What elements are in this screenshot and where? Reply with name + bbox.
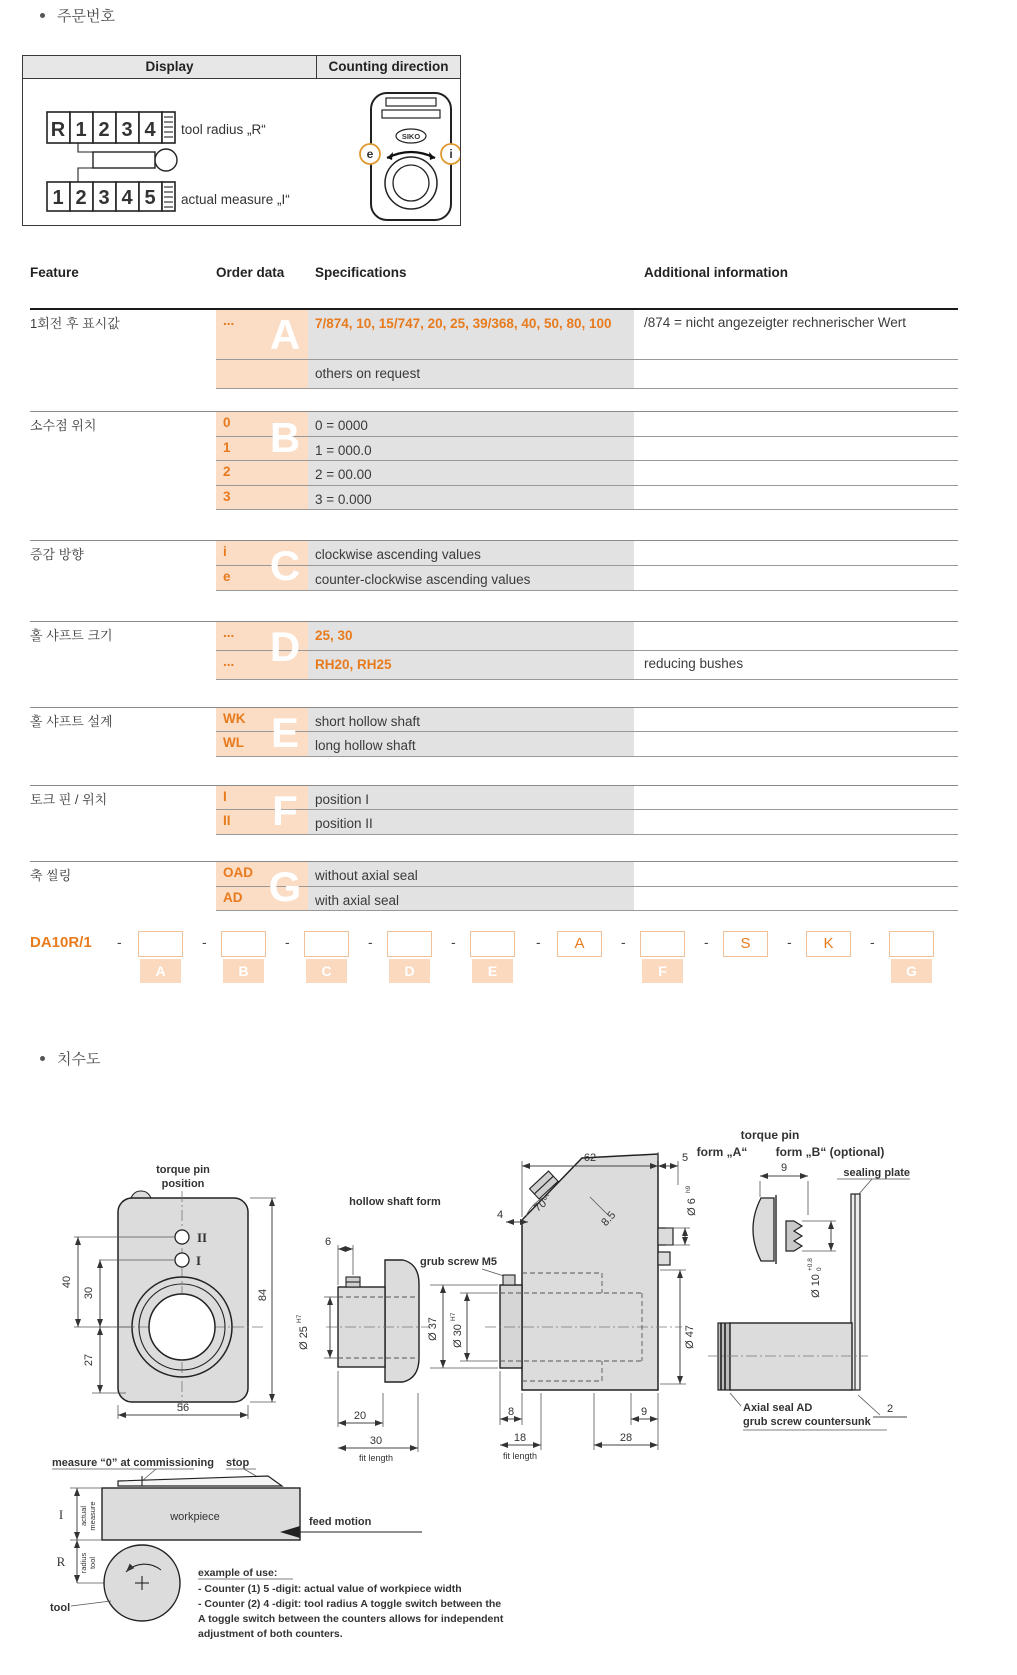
dim-dia30-tol: H7 — [450, 1312, 457, 1321]
dim-dia10-tol-lower: 0 — [816, 1267, 823, 1271]
figure-graphic — [23, 79, 460, 226]
spec-cell: 0 = 0000 — [308, 412, 634, 437]
order-box-fixed-a: A — [557, 931, 602, 957]
table-row — [30, 541, 958, 566]
example-of-use-label: example of use: — [198, 1567, 278, 1579]
order-code-cell: 2 — [216, 461, 308, 486]
dim-dia47: Ø 47 — [684, 1325, 696, 1349]
order-code-cell: ... — [216, 310, 308, 360]
dim-dia10: Ø 10 — [810, 1274, 822, 1298]
info-cell — [639, 566, 958, 591]
stop-bar-icon — [118, 1476, 282, 1486]
feature-cell: 토크 핀 / 위치 — [30, 791, 108, 807]
torque-pin-detail — [697, 1128, 910, 1430]
section-e — [30, 707, 958, 757]
table-row — [30, 310, 958, 360]
order-code-cell: II — [216, 810, 308, 835]
torque-pin-side-icon — [658, 1228, 673, 1245]
table-row — [30, 566, 958, 591]
dim-9: 9 — [640, 1406, 648, 1418]
usage-schematic — [50, 1457, 504, 1640]
display-counting-figure — [22, 55, 461, 226]
dim-20: 20 — [353, 1410, 367, 1422]
dim-5: 5 — [681, 1152, 689, 1164]
order-box-f — [640, 931, 685, 957]
dim-8: 8 — [507, 1406, 515, 1418]
order-box-fixed-s: S — [723, 931, 768, 957]
order-box-fixed-k: K — [806, 931, 851, 957]
axial-seal-ad-label: Axial seal AD — [743, 1402, 813, 1414]
info-cell: reducing bushes — [644, 655, 744, 671]
dim-dia25-tol: H7 — [296, 1314, 303, 1323]
order-code-cell: ... — [216, 651, 308, 680]
dash: - — [787, 934, 792, 950]
dash: - — [117, 934, 122, 950]
order-code-cell: 1 — [216, 437, 308, 462]
example-line-3: A toggle switch between the counters allows for independent — [198, 1613, 504, 1625]
feature-cell: 증감 방향 — [30, 547, 84, 563]
section-d — [30, 621, 958, 680]
stop-label: stop — [226, 1457, 250, 1469]
dash: - — [536, 934, 541, 950]
info-cell — [639, 810, 958, 835]
order-code-cell: I — [216, 786, 308, 811]
info-cell — [639, 360, 958, 389]
dim-84: 84 — [257, 1288, 269, 1302]
dim-62: 62 — [583, 1152, 597, 1164]
digit: 1 — [75, 119, 87, 141]
table-row — [30, 708, 958, 733]
example-line-4: adjustment of both counters. — [198, 1628, 343, 1640]
tool-label: tool — [50, 1602, 71, 1614]
dash: - — [870, 934, 875, 950]
table-row — [30, 887, 958, 912]
spec-cell: 2 = 00.00 — [308, 461, 634, 486]
feature-cell: 1회전 후 표시값 — [30, 316, 120, 331]
tool-radius-label: tool radius „R“ — [181, 122, 266, 137]
counter-row-2 — [47, 182, 290, 211]
dash: - — [285, 934, 290, 950]
spec-cell: 7/874, 10, 15/747, 20, 25, 39/368, 40, 50, 80, 100 — [308, 310, 634, 360]
example-line-2: - Counter (2) 4 -digit: tool radius A toggle switch between the — [198, 1598, 502, 1610]
radius-r-label: R — [56, 1554, 66, 1569]
dim-dia6-tol: h9 — [685, 1185, 692, 1193]
info-cell — [639, 412, 958, 437]
dash: - — [704, 934, 709, 950]
order-box-b — [221, 931, 266, 957]
form-b-pin-icon — [786, 1221, 802, 1251]
info-cell — [639, 862, 958, 887]
info-cell — [639, 708, 958, 733]
toggle-switch-icon — [78, 143, 177, 182]
order-tab-a: A — [140, 959, 181, 983]
section-letter-a: A — [269, 311, 301, 358]
info-cell: /874 = nicht angezeigter rechnerischer Wert — [644, 315, 907, 330]
dim-2: 2 — [886, 1403, 894, 1415]
info-cell — [639, 786, 958, 811]
spec-cell: 1 = 000.0 — [308, 437, 634, 462]
position-i-label: I — [196, 1253, 202, 1268]
dim-dia30: Ø 30 — [452, 1324, 464, 1348]
order-code-cell: e — [216, 566, 308, 591]
dim-18: 18 — [513, 1432, 527, 1444]
table-row — [30, 486, 958, 511]
spec-cell: position II — [308, 810, 634, 835]
order-tab-f: F — [642, 959, 683, 983]
torque-pin-position-label: torque pin — [156, 1164, 210, 1176]
dimension-drawing — [30, 1055, 990, 1675]
spec-cell: 3 = 0.000 — [308, 486, 634, 511]
order-code-cell: 0 — [216, 412, 308, 437]
section-c — [30, 540, 958, 590]
dim-dia10-tol-upper: +0.8 — [807, 1258, 814, 1271]
form-b-label: form „B“ (optional) — [775, 1145, 885, 1159]
section-letter-f: F — [272, 786, 298, 834]
spec-cell: long hollow shaft — [308, 732, 634, 757]
info-cell — [639, 461, 958, 486]
order-code-cell: WK — [216, 708, 308, 733]
order-code-cell: WL — [216, 732, 308, 757]
spec-cell: without axial seal — [308, 862, 634, 887]
axial-seal-icon — [718, 1323, 730, 1390]
digit: 2 — [98, 119, 110, 141]
dim-dia6: Ø 6 — [686, 1198, 698, 1216]
section-letter-b: B — [269, 414, 301, 461]
torque-pin-hole-i — [175, 1253, 189, 1267]
table-row — [30, 786, 958, 811]
table-row — [30, 461, 958, 486]
front-view — [61, 1164, 276, 1419]
tool-small-label: tool — [88, 1556, 97, 1570]
dimension-drawing-heading: 치수도 — [57, 1051, 101, 1068]
hollow-shaft-view — [296, 1196, 507, 1463]
section-letter-c: C — [269, 542, 301, 590]
order-data-table — [30, 265, 958, 911]
header-additional-info: Additional information — [644, 265, 788, 280]
digit: R — [50, 119, 66, 141]
table-row — [30, 732, 958, 757]
section-letter-d: D — [269, 622, 301, 670]
actual-measure-label: actual measure „I“ — [181, 192, 290, 207]
table-row — [30, 810, 958, 835]
grub-screw-countersunk-label: grub screw countersunk — [743, 1416, 871, 1428]
torque-pin-hole-ii — [175, 1230, 189, 1244]
dim-6: 6 — [324, 1236, 332, 1248]
order-box-e — [470, 931, 515, 957]
info-cell — [639, 486, 958, 511]
order-tab-b: B — [223, 959, 264, 983]
digit: 4 — [121, 187, 133, 209]
actual-measure-i-label: I — [58, 1507, 64, 1522]
fit-length-label: fit length — [358, 1453, 394, 1463]
feature-cell: 홀 샤프트 크기 — [30, 627, 113, 643]
order-tab-g: G — [891, 959, 932, 983]
digit: 3 — [121, 119, 133, 141]
order-tab-d: D — [389, 959, 430, 983]
order-box-d — [387, 931, 432, 957]
table-row — [30, 412, 958, 437]
section-letter-e: E — [270, 708, 299, 756]
section-g — [30, 861, 958, 911]
spec-cell: with axial seal — [308, 887, 634, 912]
dim-30-fit: 30 — [369, 1435, 383, 1447]
measure-label: measure — [88, 1501, 97, 1531]
counting-direction-header: Counting direction — [328, 59, 449, 74]
dash: - — [621, 934, 626, 950]
order-code-cell: AD — [216, 887, 308, 912]
header-feature: Feature — [30, 265, 79, 280]
spec-cell: 25, 30 — [308, 622, 634, 651]
table-row — [30, 360, 958, 389]
order-code-builder — [0, 931, 1017, 987]
digit: 2 — [75, 187, 87, 209]
table-row — [30, 437, 958, 462]
hollow-shaft-form-label: hollow shaft form — [349, 1196, 441, 1208]
radius-label: radius — [79, 1552, 88, 1574]
torque-pin-position-label2: position — [161, 1178, 205, 1190]
spec-cell: clockwise ascending values — [308, 541, 634, 566]
info-cell — [639, 541, 958, 566]
order-number-bullet — [40, 5, 115, 26]
dim-28: 28 — [619, 1432, 633, 1444]
example-line-1: - Counter (1) 5 -digit: actual value of workpiece width — [198, 1583, 462, 1595]
table-row — [30, 862, 958, 887]
table-row — [30, 622, 958, 651]
dash: - — [202, 934, 207, 950]
side-view — [427, 1152, 698, 1461]
info-cell — [639, 732, 958, 757]
order-code-prefix: DA10R/1 — [30, 934, 92, 951]
position-ii-label: II — [197, 1230, 208, 1245]
dim-8-5: 8.5 — [599, 1209, 619, 1229]
spec-cell: short hollow shaft — [308, 708, 634, 733]
grub-screw-m5-label: grub screw M5 — [420, 1256, 498, 1268]
digit: 3 — [98, 187, 110, 209]
form-a-label: form „A“ — [696, 1145, 748, 1159]
order-box-a — [138, 931, 183, 957]
torque-pin-title: torque pin — [740, 1128, 800, 1142]
cw-label: i — [449, 147, 453, 161]
device-counting-direction — [360, 93, 460, 220]
counter-row-1 — [47, 112, 266, 143]
section-a — [30, 310, 958, 389]
dim-30: 30 — [83, 1286, 95, 1300]
dim-27: 27 — [83, 1353, 95, 1367]
ccw-label: e — [366, 147, 374, 161]
spec-cell: RH20, RH25 — [308, 651, 634, 680]
info-cell — [639, 437, 958, 462]
order-code-cell: OAD — [216, 862, 308, 887]
table-row — [30, 651, 958, 680]
digit: 1 — [52, 187, 64, 209]
section-letter-g: G — [268, 862, 302, 910]
dim-dia25: Ø 25 — [298, 1326, 310, 1350]
section-f — [30, 785, 958, 835]
header-specifications: Specifications — [315, 265, 407, 280]
order-code-cell — [216, 360, 308, 389]
order-tab-c: C — [306, 959, 347, 983]
form-a-pin-icon — [753, 1198, 774, 1261]
order-number-heading: 주문번호 — [57, 8, 115, 25]
measure-0-label: measure “0” at commissioning — [52, 1457, 214, 1469]
dash: - — [451, 934, 456, 950]
dash: - — [368, 934, 373, 950]
actual-label: actual — [79, 1505, 88, 1527]
spec-cell: others on request — [308, 360, 634, 389]
info-cell — [639, 887, 958, 912]
order-box-g — [889, 931, 934, 957]
display-header: Display — [23, 56, 317, 78]
figure-header — [23, 56, 460, 79]
spec-cell: counter-clockwise ascending values — [308, 566, 634, 591]
dim-56: 56 — [176, 1402, 190, 1414]
grub-screw-icon — [503, 1275, 515, 1285]
order-code-cell: ... — [216, 622, 308, 651]
dim-4: 4 — [496, 1209, 504, 1221]
torque-pin-side-icon2 — [658, 1252, 670, 1265]
angle-70: 70° — [531, 1194, 553, 1215]
order-box-c — [304, 931, 349, 957]
digit: 5 — [144, 187, 156, 209]
feature-cell: 홀 샤프트 설계 — [30, 713, 113, 729]
feed-motion-label: feed motion — [309, 1516, 372, 1528]
dim-dia37: Ø 37 — [427, 1317, 439, 1341]
workpiece-label: workpiece — [170, 1511, 220, 1523]
table-header-row — [30, 265, 958, 308]
dim-9-pin: 9 — [780, 1162, 788, 1174]
fit-length-label: fit length — [502, 1451, 538, 1461]
dim-40: 40 — [61, 1275, 73, 1289]
order-tab-e: E — [472, 959, 513, 983]
bullet-dot-icon — [40, 13, 45, 18]
digit: 4 — [144, 119, 156, 141]
feature-cell: 소수점 위치 — [30, 418, 97, 433]
header-order-data: Order data — [216, 265, 285, 280]
order-code-cell: 3 — [216, 486, 308, 511]
sealing-plate-label: sealing plate — [843, 1167, 910, 1179]
feature-cell: 축 씰링 — [30, 867, 72, 883]
brand-label: SIKO — [401, 132, 421, 141]
spec-cell: position I — [308, 786, 634, 811]
info-cell — [639, 622, 958, 651]
section-b — [30, 411, 958, 510]
order-code-cell: i — [216, 541, 308, 566]
